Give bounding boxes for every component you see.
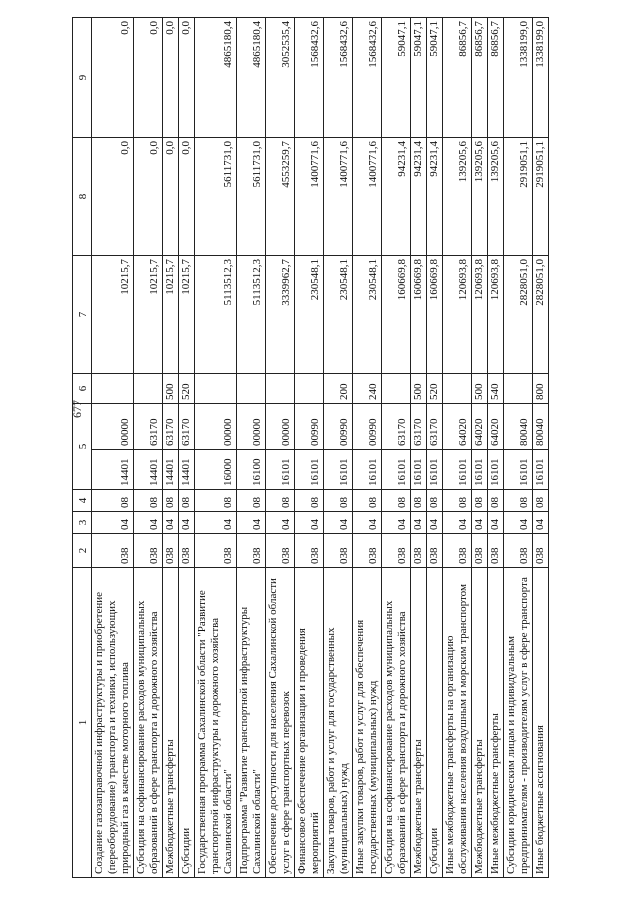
- amount-col7-cell: 2828051,0: [533, 256, 549, 374]
- section-code-cell: 04: [504, 512, 533, 534]
- ministry-code-cell: 038: [134, 534, 163, 568]
- program-code-cell: 16101: [324, 450, 353, 490]
- amount-col8-cell: 94231,4: [411, 138, 427, 256]
- subsection-code-cell: 08: [92, 490, 134, 512]
- ministry-code-cell: 038: [92, 534, 134, 568]
- subsection-code-cell: 08: [163, 490, 179, 512]
- expense-type-cell: [266, 374, 295, 404]
- section-code-cell: 04: [353, 512, 382, 534]
- direction-code-cell: 64020: [472, 404, 488, 450]
- amount-col9-cell: 86856,7: [443, 18, 472, 138]
- amount-col9-cell: 59047,1: [411, 18, 427, 138]
- ministry-code-cell: 038: [295, 534, 324, 568]
- subsection-code-cell: 08: [411, 490, 427, 512]
- table-row: [504, 18, 533, 878]
- subsection-code-cell: 08: [237, 490, 266, 512]
- section-code-cell: 04: [266, 512, 295, 534]
- amount-col7-cell: 160669,8: [427, 256, 443, 374]
- ministry-code-cell: 038: [488, 534, 504, 568]
- expense-name-cell: Обеспечение доступности для населения Сахалинской области услуг в сфере транспортных перевозок: [266, 568, 295, 878]
- direction-code-cell: 00000: [195, 404, 237, 450]
- budget-table-body: [92, 18, 549, 878]
- column-header-9: 9: [73, 18, 92, 138]
- amount-col8-cell: 0,0: [163, 138, 179, 256]
- subsection-code-cell: 08: [353, 490, 382, 512]
- table-row: [134, 18, 163, 878]
- amount-col8-cell: 1400771,6: [324, 138, 353, 256]
- amount-col9-cell: 0,0: [179, 18, 195, 138]
- amount-col7-cell: 120693,8: [472, 256, 488, 374]
- amount-col7-cell: 230548,1: [353, 256, 382, 374]
- amount-col7-cell: 230548,1: [295, 256, 324, 374]
- table-row: [179, 18, 195, 878]
- expense-type-cell: [92, 374, 134, 404]
- expense-name-cell: Создание газозаправочной инфраструктуры и приобретение (переоборудование) транспорта и техники, использующих природный газ в качестве моторного топлива: [92, 568, 134, 878]
- expense-name-cell: Субсидии юридическим лицам и индивидуальным предпринимателям - производителям услуг в сфере транспорта: [504, 568, 533, 878]
- section-code-cell: 04: [134, 512, 163, 534]
- column-header-5: 5: [73, 404, 92, 490]
- program-code-cell: 16101: [266, 450, 295, 490]
- ministry-code-cell: 038: [353, 534, 382, 568]
- program-code-cell: 16100: [237, 450, 266, 490]
- expense-type-cell: [443, 374, 472, 404]
- ministry-code-cell: 038: [427, 534, 443, 568]
- expense-type-cell: [237, 374, 266, 404]
- amount-col8-cell: 139205,6: [472, 138, 488, 256]
- amount-col7-cell: 5113512,3: [195, 256, 237, 374]
- amount-col9-cell: 86856,7: [488, 18, 504, 138]
- amount-col7-cell: 120693,8: [488, 256, 504, 374]
- table-row: [163, 18, 179, 878]
- direction-code-cell: 80040: [533, 404, 549, 450]
- amount-col7-cell: 5113512,3: [237, 256, 266, 374]
- program-code-cell: 16101: [488, 450, 504, 490]
- table-row: [237, 18, 266, 878]
- amount-col9-cell: 0,0: [163, 18, 179, 138]
- subsection-code-cell: 08: [533, 490, 549, 512]
- section-code-cell: 04: [382, 512, 411, 534]
- budget-table: [72, 17, 549, 878]
- ministry-code-cell: 038: [163, 534, 179, 568]
- section-code-cell: 04: [92, 512, 134, 534]
- expense-type-cell: 500: [472, 374, 488, 404]
- amount-col9-cell: 1568432,6: [353, 18, 382, 138]
- amount-col7-cell: 10215,7: [179, 256, 195, 374]
- expense-type-cell: [134, 374, 163, 404]
- ministry-code-cell: 038: [179, 534, 195, 568]
- expense-name-cell: Субсидия на софинансирование расходов муниципальных образований в сфере транспорта и дорожного хозяйства: [382, 568, 411, 878]
- amount-col9-cell: 4865180,4: [195, 18, 237, 138]
- expense-type-cell: 500: [163, 374, 179, 404]
- amount-col9-cell: 0,0: [134, 18, 163, 138]
- ministry-code-cell: 038: [533, 534, 549, 568]
- expense-type-cell: 520: [427, 374, 443, 404]
- amount-col8-cell: 0,0: [92, 138, 134, 256]
- direction-code-cell: 64020: [488, 404, 504, 450]
- section-code-cell: 04: [295, 512, 324, 534]
- amount-col8-cell: 5611731,0: [195, 138, 237, 256]
- subsection-code-cell: 08: [324, 490, 353, 512]
- subsection-code-cell: 08: [179, 490, 195, 512]
- program-code-cell: 16101: [504, 450, 533, 490]
- program-code-cell: 14401: [134, 450, 163, 490]
- expense-name-cell: Закупка товаров, работ и услуг для государственных (муниципальных) нужд: [324, 568, 353, 878]
- program-code-cell: 16101: [533, 450, 549, 490]
- section-code-cell: 04: [324, 512, 353, 534]
- table-row: [411, 18, 427, 878]
- amount-col7-cell: 120693,8: [443, 256, 472, 374]
- amount-col8-cell: 1400771,6: [295, 138, 324, 256]
- direction-code-cell: 63170: [134, 404, 163, 450]
- direction-code-cell: 00000: [237, 404, 266, 450]
- ministry-code-cell: 038: [266, 534, 295, 568]
- expense-name-cell: Иные бюджетные ассигнования: [533, 568, 549, 878]
- budget-sheet: [72, 18, 640, 878]
- expense-name-cell: Иные межбюджетные трансферты: [488, 568, 504, 878]
- subsection-code-cell: 08: [443, 490, 472, 512]
- program-code-cell: 16000: [195, 450, 237, 490]
- expense-name-cell: Субсидии: [179, 568, 195, 878]
- table-row: [195, 18, 237, 878]
- section-code-cell: 04: [533, 512, 549, 534]
- direction-code-cell: 00990: [353, 404, 382, 450]
- amount-col7-cell: 160669,8: [411, 256, 427, 374]
- expense-name-cell: Субсидия на софинансирование расходов муниципальных образований в сфере транспорта и дорожного хозяйства: [134, 568, 163, 878]
- section-code-cell: 04: [488, 512, 504, 534]
- amount-col7-cell: 10215,7: [92, 256, 134, 374]
- expense-type-cell: 800: [533, 374, 549, 404]
- amount-col9-cell: 1568432,6: [324, 18, 353, 138]
- page-number: 677: [70, 400, 84, 418]
- table-row: [295, 18, 324, 878]
- amount-col9-cell: 59047,1: [382, 18, 411, 138]
- subsection-code-cell: 08: [427, 490, 443, 512]
- amount-col8-cell: 139205,6: [443, 138, 472, 256]
- amount-col8-cell: 2919051,1: [533, 138, 549, 256]
- expense-type-cell: 240: [353, 374, 382, 404]
- amount-col9-cell: 59047,1: [427, 18, 443, 138]
- expense-name-cell: Межбюджетные трансферты: [163, 568, 179, 878]
- amount-col7-cell: 10215,7: [163, 256, 179, 374]
- amount-col7-cell: 230548,1: [324, 256, 353, 374]
- amount-col7-cell: 2828051,0: [504, 256, 533, 374]
- amount-col8-cell: 2919051,1: [504, 138, 533, 256]
- amount-col8-cell: 0,0: [179, 138, 195, 256]
- amount-col8-cell: 94231,4: [427, 138, 443, 256]
- amount-col9-cell: 86856,7: [472, 18, 488, 138]
- program-code-cell: 14401: [179, 450, 195, 490]
- column-header-3: 3: [73, 512, 92, 534]
- amount-col9-cell: 4865180,4: [237, 18, 266, 138]
- ministry-code-cell: 038: [382, 534, 411, 568]
- section-code-cell: 04: [427, 512, 443, 534]
- amount-col8-cell: 4553259,7: [266, 138, 295, 256]
- table-row: [324, 18, 353, 878]
- amount-col9-cell: 1568432,6: [295, 18, 324, 138]
- subsection-code-cell: 08: [195, 490, 237, 512]
- table-row: [353, 18, 382, 878]
- program-code-cell: 16101: [472, 450, 488, 490]
- column-header-6: 6: [73, 374, 92, 404]
- section-code-cell: 04: [163, 512, 179, 534]
- direction-code-cell: 00990: [324, 404, 353, 450]
- expense-name-cell: Финансовое обеспечение организации и проведения мероприятий: [295, 568, 324, 878]
- amount-col7-cell: 3339962,7: [266, 256, 295, 374]
- program-code-cell: 16101: [443, 450, 472, 490]
- expense-type-cell: 200: [324, 374, 353, 404]
- section-code-cell: 04: [443, 512, 472, 534]
- ministry-code-cell: 038: [472, 534, 488, 568]
- subsection-code-cell: 08: [266, 490, 295, 512]
- ministry-code-cell: 038: [411, 534, 427, 568]
- expense-type-cell: 540: [488, 374, 504, 404]
- header-row: [73, 18, 92, 878]
- column-header-8: 8: [73, 138, 92, 256]
- ministry-code-cell: 038: [195, 534, 237, 568]
- ministry-code-cell: 038: [504, 534, 533, 568]
- direction-code-cell: 63170: [179, 404, 195, 450]
- expense-type-cell: 500: [411, 374, 427, 404]
- amount-col7-cell: 160669,8: [382, 256, 411, 374]
- subsection-code-cell: 08: [488, 490, 504, 512]
- amount-col8-cell: 5611731,0: [237, 138, 266, 256]
- amount-col8-cell: 0,0: [134, 138, 163, 256]
- direction-code-cell: 63170: [411, 404, 427, 450]
- amount-col8-cell: 1400771,6: [353, 138, 382, 256]
- expense-type-cell: 520: [179, 374, 195, 404]
- section-code-cell: 04: [472, 512, 488, 534]
- direction-code-cell: 80040: [504, 404, 533, 450]
- expense-name-cell: Иные межбюджетные трансферты на организацию обслуживания населения воздушным и морским транспортом: [443, 568, 472, 878]
- section-code-cell: 04: [411, 512, 427, 534]
- program-code-cell: 16101: [353, 450, 382, 490]
- expense-name-cell: Иные закупки товаров, работ и услуг для обеспечения государственных (муниципальных) нужд: [353, 568, 382, 878]
- program-code-cell: 16101: [382, 450, 411, 490]
- expense-name-cell: Межбюджетные трансферты: [411, 568, 427, 878]
- table-row: [266, 18, 295, 878]
- column-header-2: 2: [73, 534, 92, 568]
- ministry-code-cell: 038: [237, 534, 266, 568]
- column-header-1: 1: [73, 568, 92, 878]
- ministry-code-cell: 038: [324, 534, 353, 568]
- table-row: [472, 18, 488, 878]
- subsection-code-cell: 08: [382, 490, 411, 512]
- program-code-cell: 14401: [163, 450, 179, 490]
- table-row: [488, 18, 504, 878]
- subsection-code-cell: 08: [134, 490, 163, 512]
- amount-col9-cell: 1338199,0: [533, 18, 549, 138]
- subsection-code-cell: 08: [472, 490, 488, 512]
- expense-name-cell: Межбюджетные трансферты: [472, 568, 488, 878]
- program-code-cell: 14401: [92, 450, 134, 490]
- ministry-code-cell: 038: [443, 534, 472, 568]
- table-row: [443, 18, 472, 878]
- amount-col8-cell: 139205,6: [488, 138, 504, 256]
- amount-col8-cell: 94231,4: [382, 138, 411, 256]
- table-row: [427, 18, 443, 878]
- section-code-cell: 04: [179, 512, 195, 534]
- program-code-cell: 16101: [411, 450, 427, 490]
- expense-name-cell: Субсидии: [427, 568, 443, 878]
- subsection-code-cell: 08: [295, 490, 324, 512]
- expense-type-cell: [295, 374, 324, 404]
- amount-col9-cell: 0,0: [92, 18, 134, 138]
- section-code-cell: 04: [237, 512, 266, 534]
- direction-code-cell: 00000: [92, 404, 134, 450]
- column-header-4: 4: [73, 490, 92, 512]
- expense-name-cell: Подпрограмма "Развитие транспортной инфраструктуры Сахалинской области": [237, 568, 266, 878]
- amount-col9-cell: 1338199,0: [504, 18, 533, 138]
- amount-col9-cell: 3052535,4: [266, 18, 295, 138]
- program-code-cell: 16101: [427, 450, 443, 490]
- expense-type-cell: [195, 374, 237, 404]
- direction-code-cell: 00000: [266, 404, 295, 450]
- amount-col7-cell: 10215,7: [134, 256, 163, 374]
- expense-name-cell: Государственная программа Сахалинской области "Развитие транспортной инфраструктуры и дорожного хозяйства Сахалинской области": [195, 568, 237, 878]
- program-code-cell: 16101: [295, 450, 324, 490]
- direction-code-cell: 63170: [163, 404, 179, 450]
- table-row: [382, 18, 411, 878]
- direction-code-cell: 63170: [382, 404, 411, 450]
- section-code-cell: 04: [195, 512, 237, 534]
- table-row: [92, 18, 134, 878]
- table-row: [533, 18, 549, 878]
- direction-code-cell: 00990: [295, 404, 324, 450]
- subsection-code-cell: 08: [504, 490, 533, 512]
- column-header-7: 7: [73, 256, 92, 374]
- direction-code-cell: 64020: [443, 404, 472, 450]
- direction-code-cell: 63170: [427, 404, 443, 450]
- expense-type-cell: [382, 374, 411, 404]
- expense-type-cell: [504, 374, 533, 404]
